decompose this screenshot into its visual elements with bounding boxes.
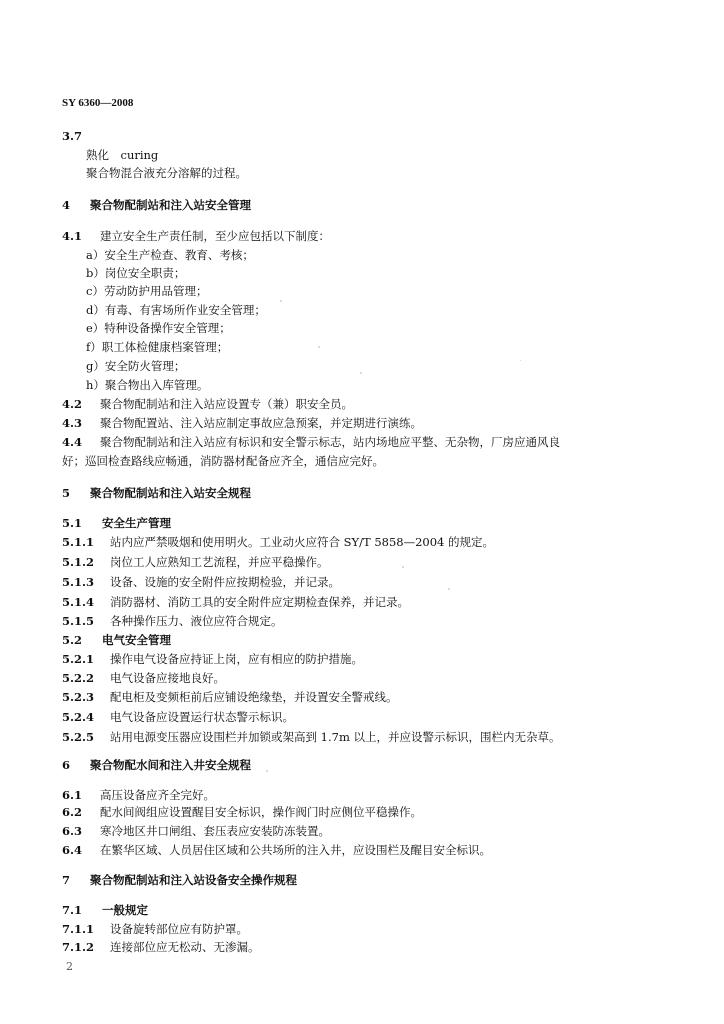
section-number: 7 — [62, 873, 71, 887]
clause-4-2 — [62, 397, 353, 411]
term-curing — [86, 148, 158, 162]
clause-number: 7.1.1 — [62, 922, 95, 936]
clause-text: 在繁华区域、人员居住区域和公共场所的注入井，应设围栏及醒目安全标识。 — [100, 843, 491, 857]
clause-4-1 — [62, 229, 330, 243]
clause-text: 站用电源变压器应设围栏并加锁或架高到 1.7m 以上，并应设警示标识，围栏内无杂草。 — [110, 730, 561, 744]
clause-number: 6.3 — [62, 824, 83, 838]
clause-number: 4.2 — [62, 397, 83, 411]
clause-number: 6.1 — [62, 788, 83, 802]
clause-text: 聚合物配制站和注入站应有标识和安全警示标志，站内场地应平整、无杂物，厂房应通风良 — [100, 435, 560, 449]
clause-text: 操作电气设备应持证上岗，应有相应的防护措施。 — [110, 652, 363, 666]
clause-5-2-3 — [62, 690, 398, 704]
clause-text: 岗位工人应熟知工艺流程，并应平稳操作。 — [110, 555, 329, 569]
subsection-7-1 — [62, 903, 148, 917]
clause-number: 6.2 — [62, 805, 83, 819]
clause-number: 5.2.1 — [62, 652, 95, 666]
scan-speck — [402, 566, 404, 568]
clause-5-1-2 — [62, 555, 329, 569]
term-definition: 聚合物混合液充分溶解的过程。 — [86, 166, 247, 180]
section-4-heading — [62, 198, 251, 212]
scan-speck — [360, 372, 362, 374]
page-number: 2 — [66, 960, 73, 973]
clause-text: 建立安全生产责任制，至少应包括以下制度： — [100, 229, 330, 243]
scan-speck — [318, 346, 320, 348]
subsection-title: 一般规定 — [102, 903, 148, 917]
clause-number: 4.1 — [62, 229, 83, 243]
clause-number: 5.1.3 — [62, 575, 95, 589]
clause-number: 7.1.2 — [62, 940, 95, 954]
clause-text: 高压设备应齐全完好。 — [100, 788, 215, 802]
clause-5-1-3 — [62, 575, 340, 589]
clause-7-1-2 — [62, 940, 260, 954]
clause-number: 5.1.2 — [62, 555, 95, 569]
clause-text: 电气设备应接地良好。 — [110, 671, 225, 685]
standard-header: SY 6360—2008 — [62, 97, 134, 109]
list-item: c）劳动防护用品管理； — [86, 284, 208, 298]
clause-6-2 — [62, 805, 422, 819]
section-number: 4 — [62, 198, 71, 212]
clause-5-1-4 — [62, 595, 409, 609]
list-item: e）特种设备操作安全管理； — [86, 321, 231, 335]
clause-number: 6.4 — [62, 843, 83, 857]
list-item: d）有毒、有害场所作业安全管理； — [86, 303, 266, 317]
clause-number: 5.2.5 — [62, 730, 95, 744]
clause-number: 5.1.4 — [62, 595, 95, 609]
clause-text: 配电柜及变频柜前后应铺设绝缘垫，并设置安全警戒线。 — [110, 690, 398, 704]
clause-number: 4.3 — [62, 416, 83, 430]
scan-speck — [448, 588, 450, 590]
clause-5-2-1 — [62, 652, 363, 666]
clause-text: 配水间阀组应设置醒目安全标识，操作阀门时应侧位平稳操作。 — [100, 805, 422, 819]
scan-speck — [520, 360, 521, 361]
subsection-title: 安全生产管理 — [102, 516, 171, 530]
list-item: f）职工体检健康档案管理； — [86, 340, 229, 354]
subsection-5-1 — [62, 516, 171, 530]
clause-text: 聚合物配置站、注入站应制定事故应急预案，并定期进行演练。 — [100, 416, 422, 430]
clause-text: 各种操作压力、液位应符合规定。 — [110, 614, 283, 628]
clause-5-2-2 — [62, 671, 225, 685]
term-text: 熟化 curing — [86, 148, 159, 162]
clause-6-4 — [62, 843, 491, 857]
list-item: b）岗位安全职责； — [86, 266, 186, 280]
clause-text: 设备旋转部位应有防护罩。 — [110, 922, 248, 936]
list-item: h）聚合物出入库管理。 — [86, 378, 209, 392]
section-7-heading — [62, 873, 297, 887]
clause-number: 4.4 — [62, 435, 83, 449]
clause-4-4-continued: 好；巡回检查路线应畅通，消防器材配备应齐全，通信应完好。 — [62, 454, 384, 468]
subsection-number: 7.1 — [62, 903, 83, 917]
subsection-5-2 — [62, 633, 171, 647]
subsection-number: 5.2 — [62, 633, 83, 647]
clause-text: 消防器材、消防工具的安全附件应定期检查保养，并记录。 — [110, 595, 409, 609]
clause-number: 5.2.3 — [62, 690, 95, 704]
clause-5-2-5 — [62, 730, 561, 744]
clause-5-2-4 — [62, 710, 294, 724]
section-6-heading — [62, 758, 251, 772]
list-item: a）安全生产检查、教育、考核； — [86, 248, 254, 262]
subsection-title: 电气安全管理 — [102, 633, 171, 647]
section-3-7-number: 3.7 — [62, 129, 83, 143]
clause-number: 5.2.2 — [62, 671, 95, 685]
scan-speck — [280, 300, 282, 302]
clause-5-1-1 — [62, 535, 494, 549]
clause-number: 5.1.1 — [62, 535, 95, 549]
list-item: g）安全防火管理； — [86, 359, 186, 373]
clause-6-3 — [62, 824, 330, 838]
clause-text: 电气设备应设置运行状态警示标识。 — [110, 710, 294, 724]
section-title: 聚合物配制站和注入站安全管理 — [90, 198, 251, 212]
section-number: 5 — [62, 486, 71, 500]
clause-7-1-1 — [62, 922, 248, 936]
clause-5-1-5 — [62, 614, 283, 628]
subsection-number: 5.1 — [62, 516, 83, 530]
section-title: 聚合物配制站和注入站设备安全操作规程 — [90, 873, 297, 887]
clause-number: 5.2.4 — [62, 710, 95, 724]
section-5-heading — [62, 486, 251, 500]
clause-number: 5.1.5 — [62, 614, 95, 628]
clause-4-4 — [62, 435, 560, 449]
clause-text: 聚合物配制站和注入站应设置专（兼）职安全员。 — [100, 397, 353, 411]
section-title: 聚合物配水间和注入井安全规程 — [90, 758, 251, 772]
section-title: 聚合物配制站和注入站安全规程 — [90, 486, 251, 500]
section-number: 6 — [62, 758, 71, 772]
scan-speck — [266, 770, 268, 772]
clause-text: 寒冷地区井口闸组、套压表应安装防冻装置。 — [100, 824, 330, 838]
clause-text: 设备、设施的安全附件应按期检验，并记录。 — [110, 575, 340, 589]
clause-6-1 — [62, 788, 215, 802]
clause-text: 站内应严禁吸烟和使用明火。工业动火应符合 SY/T 5858—2004 的规定。 — [110, 535, 495, 549]
clause-4-3 — [62, 416, 422, 430]
clause-text: 连接部位应无松动、无渗漏。 — [110, 940, 260, 954]
